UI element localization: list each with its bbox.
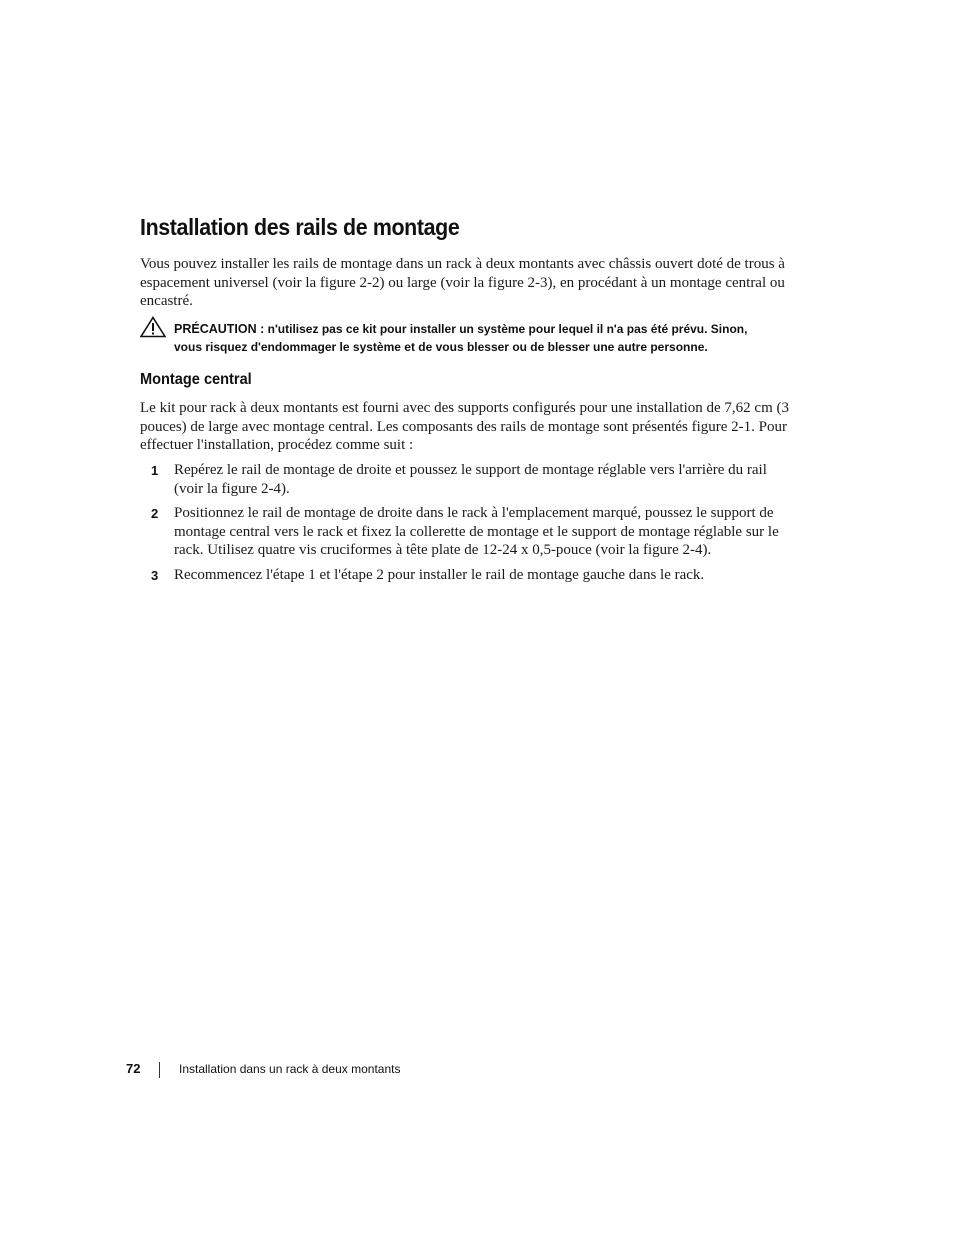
caution-line-1: n'utilisez pas ce kit pour installer un système pour lequel il n'a pas été prévu. Sinon,	[267, 322, 748, 336]
list-item	[140, 566, 810, 585]
page-number: 72	[126, 1061, 141, 1076]
caution-line-2: vous risquez d'endommager le système et de vous blesser ou de blesser une autre personne.	[174, 340, 708, 354]
subsection-paragraph: Le kit pour rack à deux montants est fourni avec des supports configurés pour une installation de 7,62 cm (3 pouces) de large avec montage central. Les composants des rails de montage sont présentés figure 2-1. Pour effectuer l'installation, procédez comme suit :	[140, 400, 789, 454]
intro-paragraph: Vous pouvez installer les rails de montage dans un rack à deux montants avec châssis ouvert doté de trous à espacement universel (voir la figure 2-2) ou large (voir la figure 2-3), en procédant à un montage central ou encastré.	[140, 256, 785, 310]
step-number: 2	[151, 506, 159, 522]
footer-divider	[159, 1062, 160, 1078]
section-title: Installation des rails de montage	[140, 214, 460, 240]
step-text: Repérez le rail de montage de droite et poussez le support de montage réglable vers l'arrière du rail (voir la figure 2-4).	[174, 462, 767, 497]
list-item	[140, 504, 810, 560]
caution-label: PRÉCAUTION :	[174, 322, 265, 336]
step-number: 1	[151, 463, 159, 478]
footer-chapter-title: Installation dans un rack à deux montants	[179, 1062, 401, 1076]
step-text: Positionnez le rail de montage de droite dans le rack à l'emplacement marqué, poussez le support de montage central vers le rack et fixez la collerette de montage et le support de montage réglable sur le rack. Utilisez quatre vis cruciformes à tête plate de 12-24 x 0,5-pouce (voir la figure 2-4).	[174, 505, 779, 559]
step-number: 3	[151, 567, 159, 583]
steps-list	[140, 461, 810, 591]
caution-text	[174, 320, 810, 356]
list-item	[140, 461, 810, 498]
subsection-title: Montage central	[140, 371, 252, 388]
warning-triangle-icon	[140, 316, 166, 338]
step-text: Recommencez l'étape 1 et l'étape 2 pour installer le rail de montage gauche dans le rack.	[174, 566, 705, 583]
